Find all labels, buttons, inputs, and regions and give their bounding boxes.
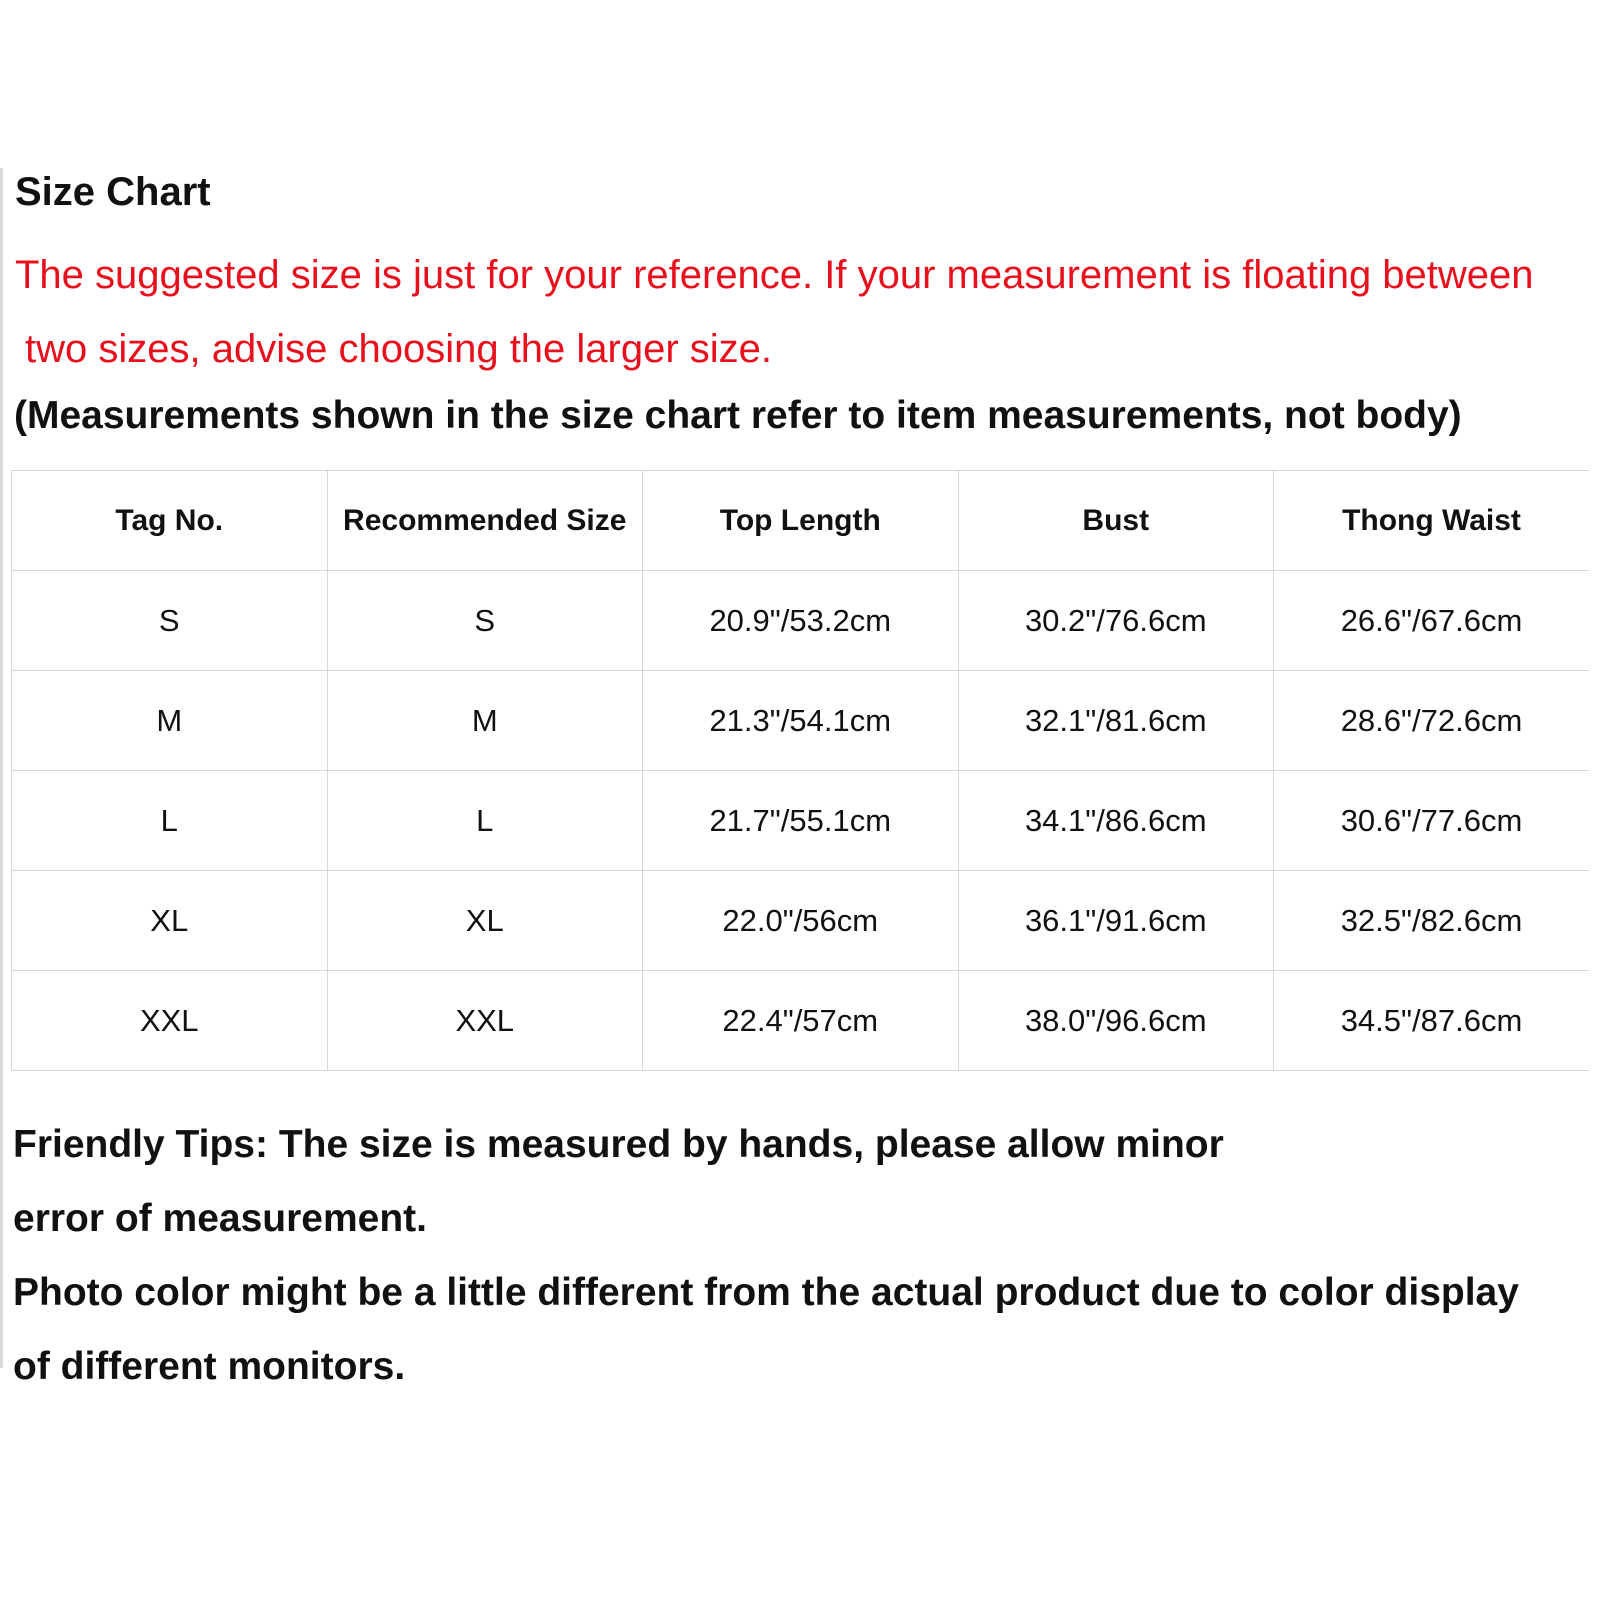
table-cell-recommended: XXL bbox=[327, 971, 643, 1071]
size-table bbox=[11, 470, 1589, 1071]
table-cell-recommended: XL bbox=[327, 871, 643, 971]
size-notice-line-2: two sizes, advise choosing the larger size. bbox=[25, 327, 773, 371]
table-cell-top-length: 20.9"/53.2cm bbox=[643, 571, 959, 671]
table-cell-recommended: M bbox=[327, 671, 643, 771]
table-header-row bbox=[12, 471, 1590, 571]
tips-line-4: of different monitors. bbox=[13, 1345, 406, 1388]
table-cell-thong-waist: 32.5"/82.6cm bbox=[1274, 871, 1590, 971]
table-row bbox=[12, 671, 1590, 771]
table-cell-tag: S bbox=[12, 571, 328, 671]
table-cell-thong-waist: 26.6"/67.6cm bbox=[1274, 571, 1590, 671]
table-cell-tag: XL bbox=[12, 871, 328, 971]
tips-line-1: Friendly Tips: The size is measured by hands, please allow minor bbox=[13, 1123, 1224, 1166]
table-cell-thong-waist: 34.5"/87.6cm bbox=[1274, 971, 1590, 1071]
table-cell-recommended: L bbox=[327, 771, 643, 871]
table-row bbox=[12, 571, 1590, 671]
table-cell-thong-waist: 30.6"/77.6cm bbox=[1274, 771, 1590, 871]
header-thong-waist: Thong Waist bbox=[1274, 471, 1590, 571]
table-cell-bust: 32.1"/81.6cm bbox=[958, 671, 1274, 771]
table-cell-tag: XXL bbox=[12, 971, 328, 1071]
size-chart-title: Size Chart bbox=[15, 170, 211, 214]
table-row bbox=[12, 771, 1590, 871]
header-recommended-size: Recommended Size bbox=[327, 471, 643, 571]
header-top-length: Top Length bbox=[643, 471, 959, 571]
table-cell-tag: M bbox=[12, 671, 328, 771]
size-notice-line-1: The suggested size is just for your reference. If your measurement is floating between bbox=[15, 253, 1534, 297]
friendly-tips bbox=[13, 1108, 1600, 1404]
measurement-note: (Measurements shown in the size chart refer to item measurements, not body) bbox=[14, 394, 1462, 437]
table-cell-tag: L bbox=[12, 771, 328, 871]
header-tag-no: Tag No. bbox=[12, 471, 328, 571]
table-cell-top-length: 22.0"/56cm bbox=[643, 871, 959, 971]
table-cell-bust: 34.1"/86.6cm bbox=[958, 771, 1274, 871]
table-cell-bust: 30.2"/76.6cm bbox=[958, 571, 1274, 671]
table-cell-top-length: 22.4"/57cm bbox=[643, 971, 959, 1071]
table-cell-top-length: 21.7"/55.1cm bbox=[643, 771, 959, 871]
table-cell-top-length: 21.3"/54.1cm bbox=[643, 671, 959, 771]
table-cell-bust: 36.1"/91.6cm bbox=[958, 871, 1274, 971]
header-bust: Bust bbox=[958, 471, 1274, 571]
table-cell-bust: 38.0"/96.6cm bbox=[958, 971, 1274, 1071]
table-row bbox=[12, 871, 1590, 971]
tips-line-3: Photo color might be a little different from the actual product due to color display bbox=[13, 1271, 1519, 1314]
tips-line-2: error of measurement. bbox=[13, 1197, 427, 1240]
size-notice bbox=[15, 238, 1595, 386]
table-row bbox=[12, 971, 1590, 1071]
table-cell-recommended: S bbox=[327, 571, 643, 671]
table-cell-thong-waist: 28.6"/72.6cm bbox=[1274, 671, 1590, 771]
left-border-line bbox=[0, 168, 3, 1368]
